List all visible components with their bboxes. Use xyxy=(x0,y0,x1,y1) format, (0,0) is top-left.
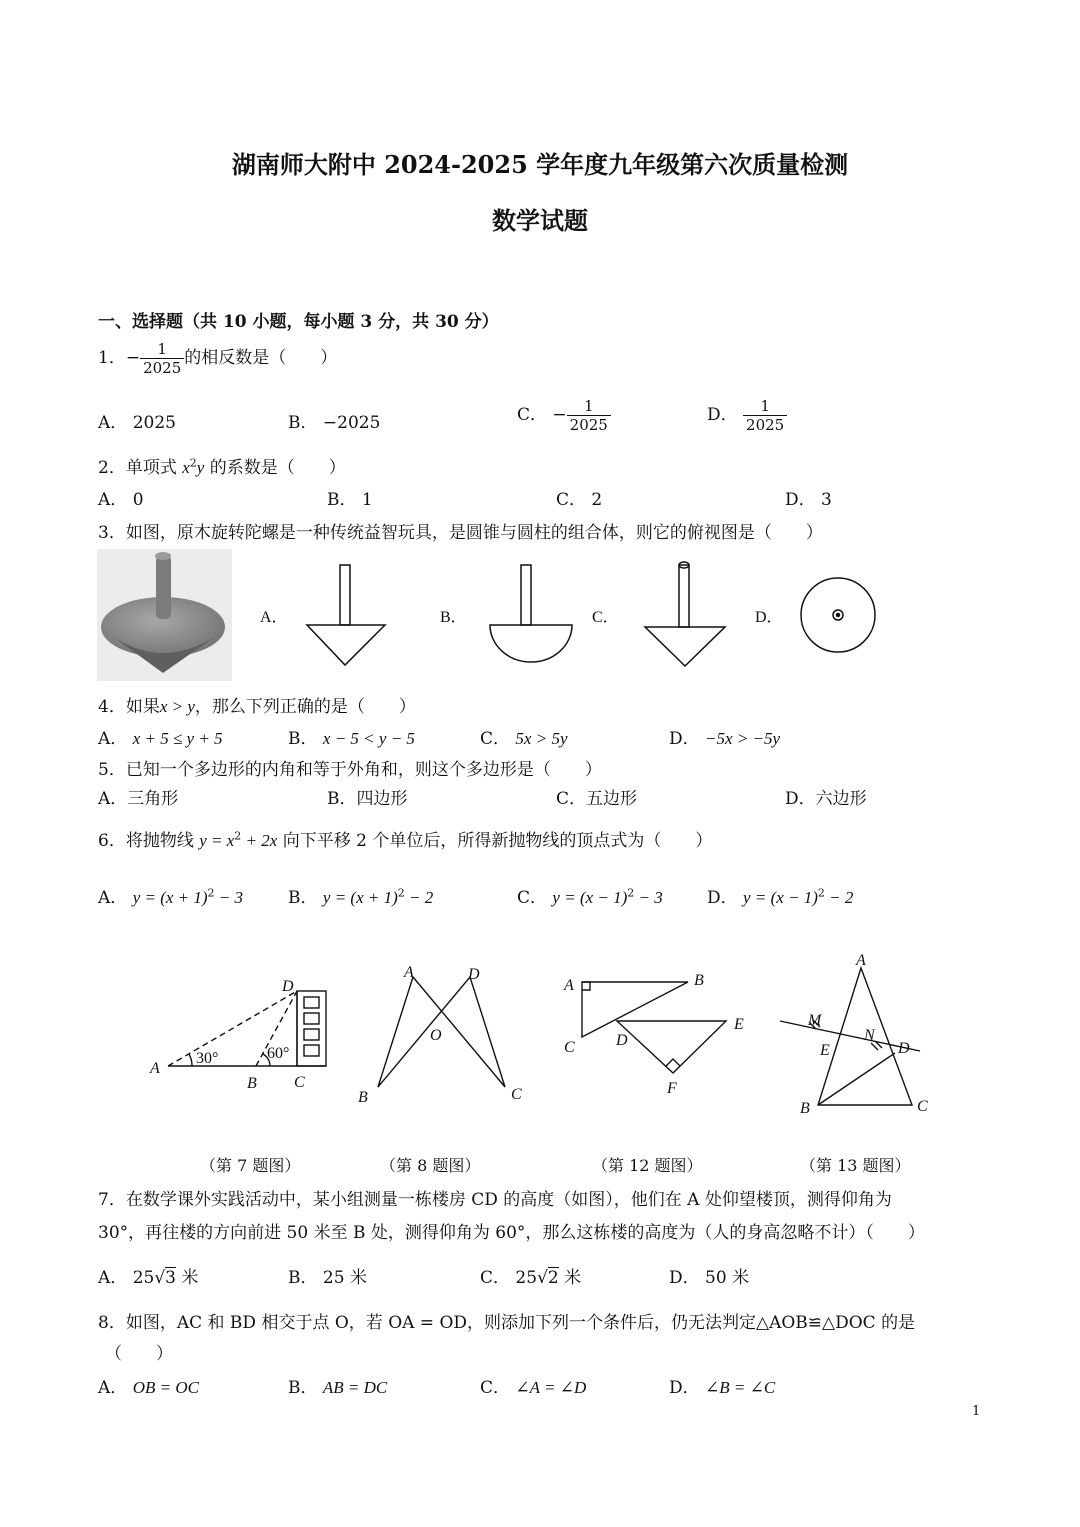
svg-text:B: B xyxy=(694,972,704,989)
q7-option-c: C． 25√2 米 xyxy=(480,1268,582,1288)
q4-option-c: C． 5x > 5y xyxy=(480,729,568,749)
q5-option-c: C．五边形 xyxy=(556,789,638,809)
q3-option-a-figure xyxy=(307,565,385,665)
q3-option-d-figure xyxy=(801,578,875,652)
page-title: 湖南师大附中 2024-2025 学年度九年级第六次质量检测 xyxy=(231,150,849,179)
q2-option-a: A． 0 xyxy=(98,490,144,510)
q3-figure-row xyxy=(95,545,995,685)
q8-option-a: A． OB = OC xyxy=(98,1378,199,1398)
caption-fig-13: （第 13 题图） xyxy=(800,1156,911,1175)
svg-text:D: D xyxy=(616,1032,628,1049)
q1-option-c: C． − $\frac{1}{2025}$ xyxy=(517,397,611,434)
caption-fig-7: （第 7 题图） xyxy=(200,1156,301,1175)
q6-option-c: C． $y = (x - 1)^2 - 3$ xyxy=(517,886,663,908)
geometry-figures xyxy=(130,945,960,1125)
svg-text:C: C xyxy=(294,1074,305,1091)
q8-option-b: B． AB = DC xyxy=(288,1378,388,1398)
figure-8 xyxy=(358,964,522,1106)
q7-option-a: A． 25√3 米 xyxy=(98,1268,199,1288)
svg-text:B: B xyxy=(247,1075,257,1092)
question-4: 4．如果x > y，那么下列正确的是（ ） xyxy=(98,697,416,717)
q7-option-b: B． 25 米 xyxy=(288,1268,367,1288)
spinning-top-photo xyxy=(97,549,232,681)
question-stem: 的相反数是（ ） xyxy=(184,348,338,368)
svg-text:30°: 30° xyxy=(196,1050,219,1067)
q7-option-d: D． 50 米 xyxy=(669,1268,750,1288)
svg-text:A: A xyxy=(404,964,414,981)
q2-option-c: C． 2 xyxy=(556,490,603,510)
q3-option-a-label: A． xyxy=(260,609,288,626)
q1-option-a: A． 2025 xyxy=(98,413,176,433)
svg-text:C: C xyxy=(511,1086,522,1103)
svg-text:A: A xyxy=(564,977,574,994)
question-number: 1． xyxy=(98,348,126,368)
svg-text:N: N xyxy=(864,1027,875,1044)
page-subtitle: 数学试题 xyxy=(492,206,588,235)
figure-12 xyxy=(563,972,744,1097)
q5-option-d: D．六边形 xyxy=(785,789,867,809)
figure-13 xyxy=(780,952,928,1117)
svg-text:B: B xyxy=(358,1089,368,1106)
question-1: 1．− $\frac{1}{2025}$ 的相反数是（ ） xyxy=(98,340,338,377)
svg-text:A: A xyxy=(856,952,866,969)
q5-option-b: B．四边形 xyxy=(327,789,408,809)
question-6: 6．将抛物线 $y = x^2 + 2x$ 向下平移 2 个单位后，所得新抛物线的顶点式为（ ） xyxy=(98,829,713,851)
q4-option-b: B． x − 5 < y − 5 xyxy=(288,729,415,749)
svg-text:B: B xyxy=(800,1100,810,1117)
q3-option-c-figure xyxy=(645,562,725,666)
question-5: 5．已知一个多边形的内角和等于外角和，则这个多边形是（ ） xyxy=(98,760,602,780)
q3-option-b-figure xyxy=(490,565,572,662)
svg-text:D: D xyxy=(898,1040,910,1057)
svg-text:E: E xyxy=(734,1016,744,1033)
page-number: 1 xyxy=(972,1404,981,1419)
svg-text:C: C xyxy=(564,1039,575,1056)
q5-option-a: A．三角形 xyxy=(98,789,179,809)
figure-7 xyxy=(149,978,326,1092)
question-2: 2．单项式 $x^2y$ 的系数是（ ） xyxy=(98,456,346,478)
svg-text:C: C xyxy=(917,1098,928,1115)
question-7-line-1: 7．在数学课外实践活动中，某小组测量一栋楼房 CD 的高度（如图），他们在 A 处仰望楼顶，测得仰角为 xyxy=(98,1190,892,1210)
svg-text:D: D xyxy=(468,966,480,983)
fraction: $\frac{1}{2025}$ xyxy=(140,340,184,377)
q8-option-c: C． ∠A = ∠D xyxy=(480,1378,587,1398)
question-7-line-2: 30°，再往楼的方向前进 50 米至 B 处，测得仰角为 60°，那么这栋楼的高度为（人的身高忽略不计）（ ） xyxy=(98,1223,925,1243)
svg-text:M: M xyxy=(808,1012,822,1029)
q6-option-d: D． $y = (x - 1)^2 - 2$ xyxy=(707,886,854,908)
svg-text:O: O xyxy=(430,1027,442,1044)
q1-option-d: D． $\frac{1}{2025}$ xyxy=(707,397,787,434)
question-8-line-1: 8．如图，AC 和 BD 相交于点 O，若 OA = OD，则添加下列一个条件后，仍无法判定△AOB≌△DOC 的是 xyxy=(98,1313,916,1333)
q6-option-a: A． $y = (x + 1)^2 - 3$ xyxy=(98,886,244,908)
q4-option-d: D． −5x > −5y xyxy=(669,729,781,749)
q4-option-a: A． x + 5 ≤ y + 5 xyxy=(98,729,223,749)
q8-option-d: D． ∠B = ∠C xyxy=(669,1378,776,1398)
svg-text:60°: 60° xyxy=(267,1045,290,1062)
q3-option-b-label: B． xyxy=(440,609,467,626)
q3-option-d-label: D． xyxy=(755,609,783,626)
svg-text:D: D xyxy=(282,978,294,995)
q2-option-d: D． 3 xyxy=(785,490,832,510)
q6-option-b: B． $y = (x + 1)^2 - 2$ xyxy=(288,886,434,908)
q1-option-b: B． −2025 xyxy=(288,413,381,433)
question-3: 3．如图，原木旋转陀螺是一种传统益智玩具，是圆锥与圆柱的组合体，则它的俯视图是（ ） xyxy=(98,523,823,543)
svg-text:F: F xyxy=(667,1080,677,1097)
svg-text:E: E xyxy=(820,1042,830,1059)
caption-fig-8: （第 8 题图） xyxy=(380,1156,481,1175)
svg-text:A: A xyxy=(150,1060,160,1077)
q2-option-b: B． 1 xyxy=(327,490,373,510)
caption-fig-12: （第 12 题图） xyxy=(592,1156,703,1175)
section-heading: 一、选择题（共 10 小题，每小题 3 分，共 30 分） xyxy=(98,312,499,332)
q3-option-c-label: C． xyxy=(592,609,619,626)
question-8-line-2: （ ） xyxy=(105,1344,173,1364)
